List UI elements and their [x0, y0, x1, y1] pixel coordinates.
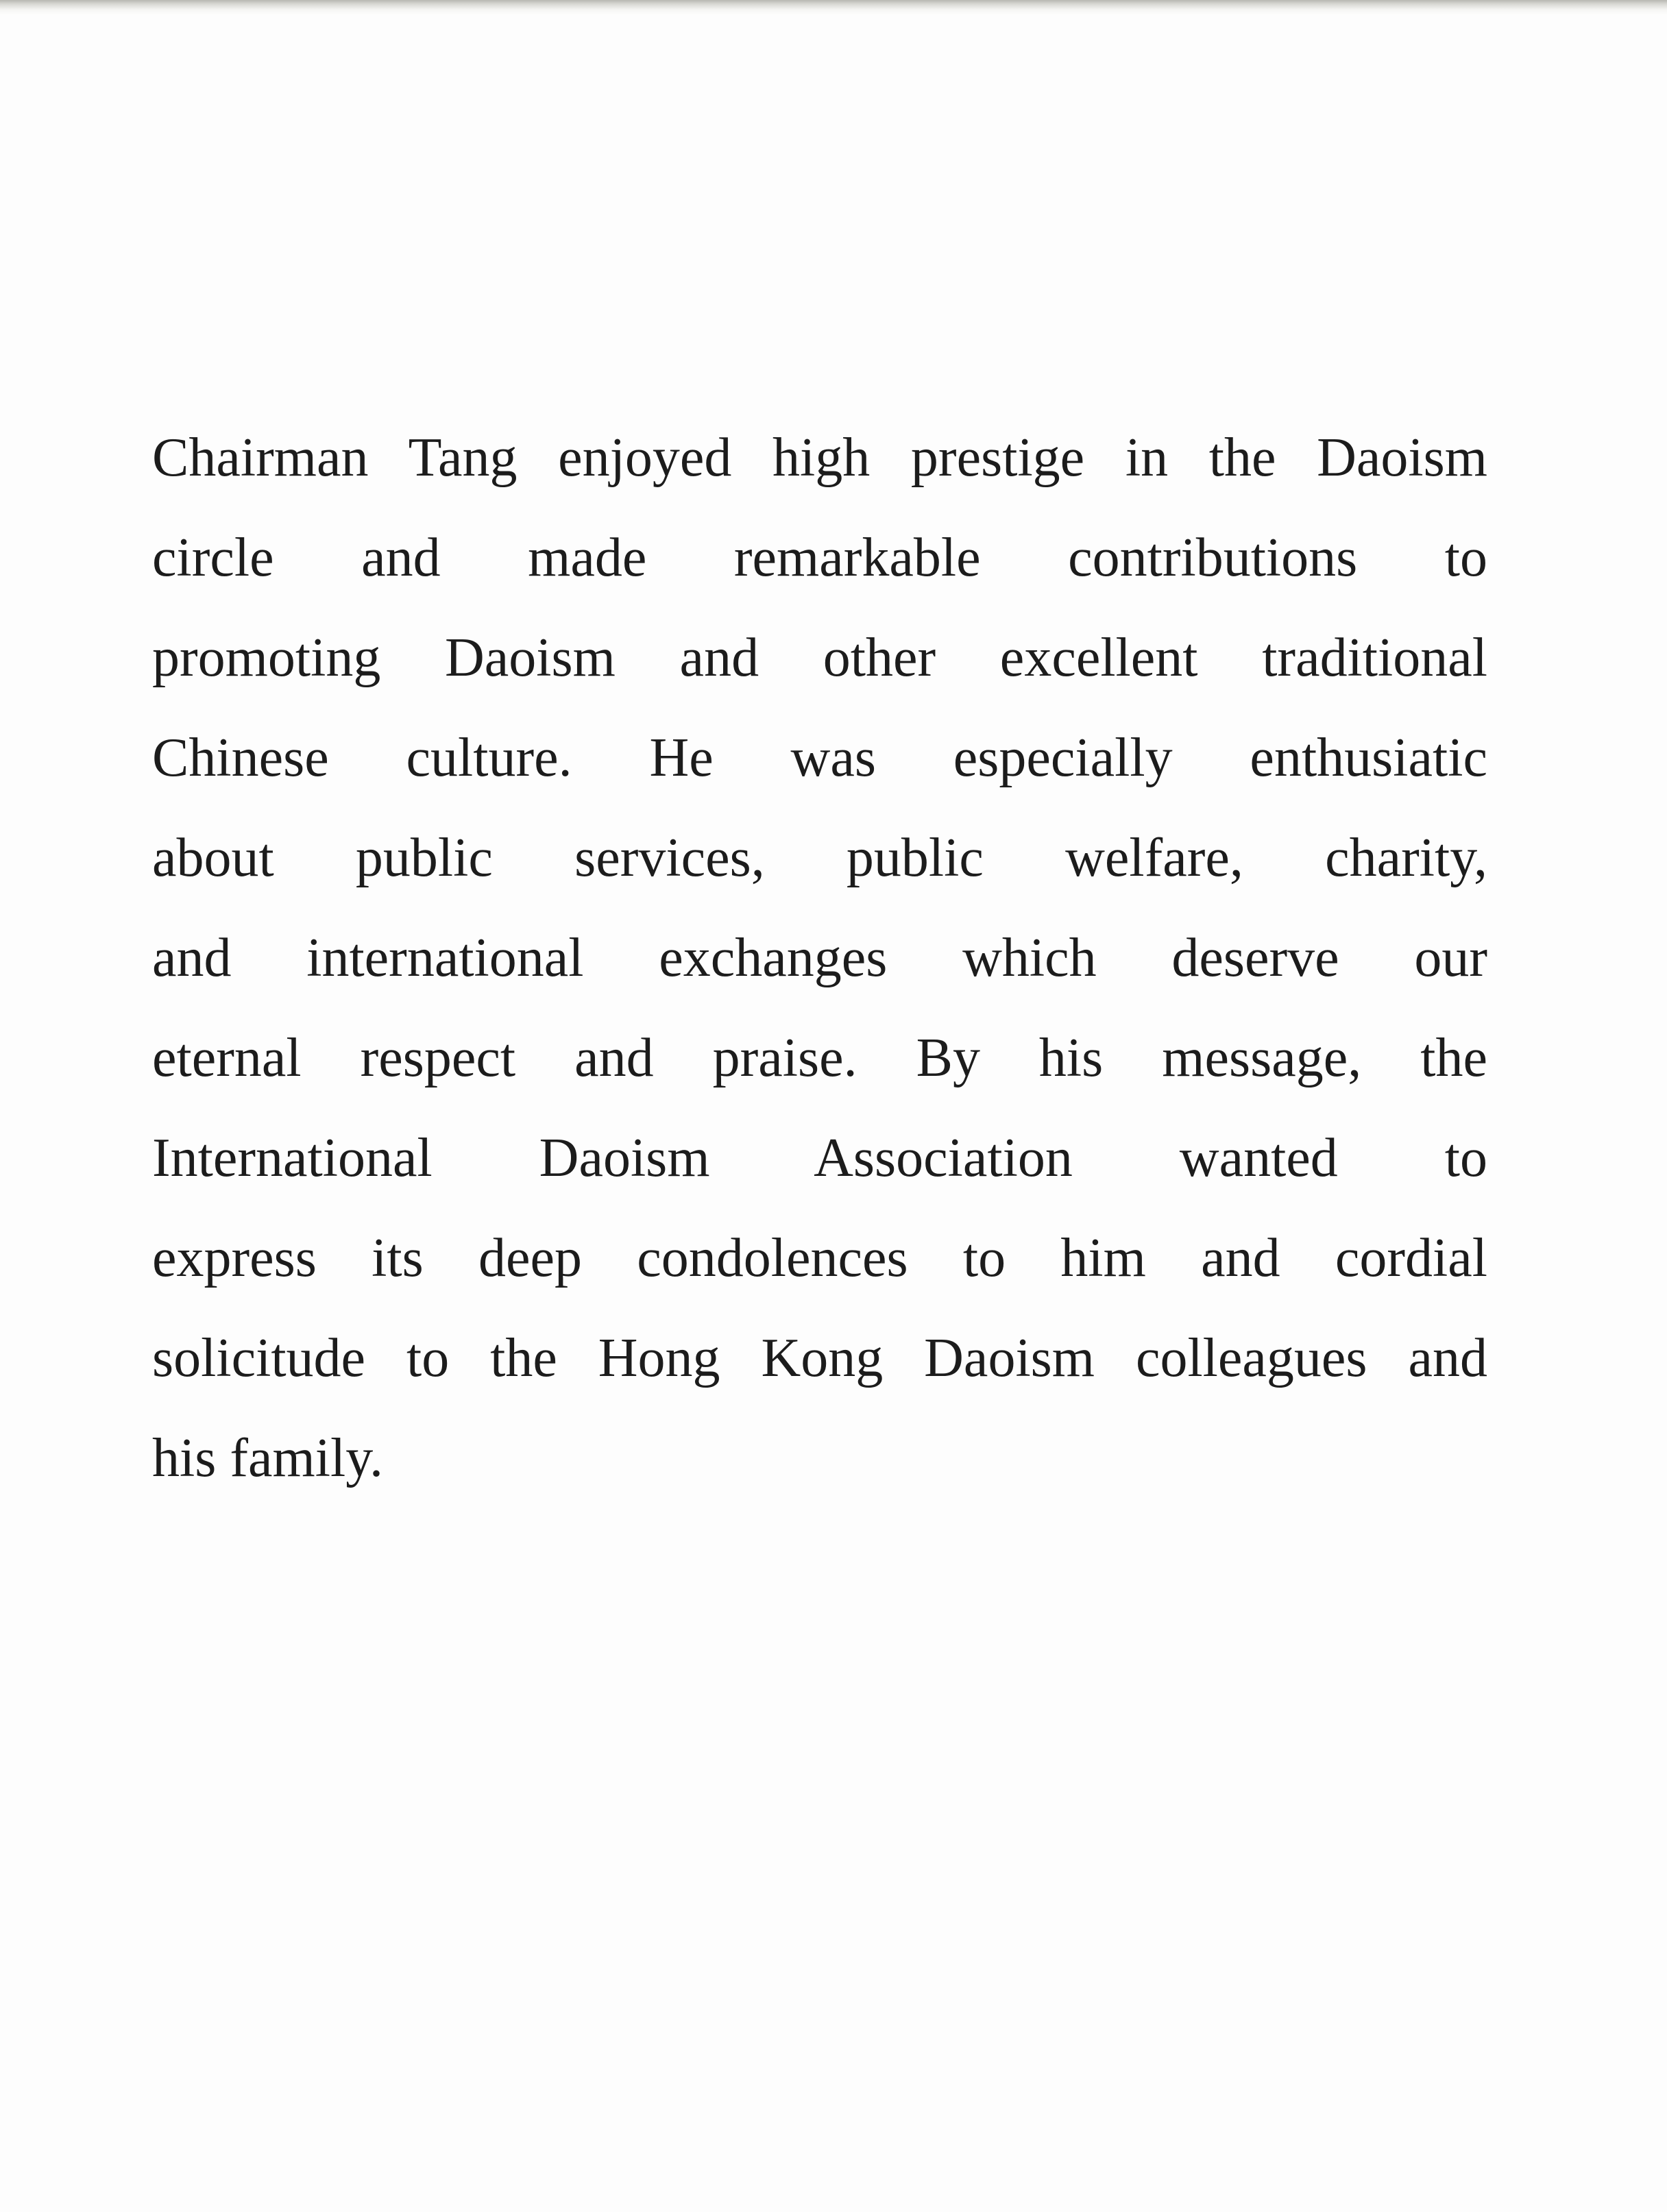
- paragraph-line: International Daoism Association wanted to: [152, 1128, 1487, 1188]
- paragraph-line-last: his family.: [152, 1428, 383, 1488]
- scan-edge-shadow: [0, 0, 1667, 15]
- paragraph-line: eternal respect and praise. By his message, the: [152, 1028, 1487, 1088]
- paragraph-line: circle and made remarkable contributions to: [152, 528, 1487, 588]
- paragraph-line: Chinese culture. He was especially enthusiatic: [152, 728, 1487, 788]
- paragraph-line: Chairman Tang enjoyed high prestige in the Daoism: [152, 428, 1487, 488]
- paragraph-line: promoting Daoism and other excellent traditional: [152, 628, 1487, 688]
- paragraph-line: express its deep condolences to him and cordial: [152, 1228, 1487, 1288]
- paragraph-line: and international exchanges which deserve our: [152, 928, 1487, 988]
- paragraph-line: about public services, public welfare, charity,: [152, 828, 1487, 888]
- paragraph-line: solicitude to the Hong Kong Daoism colleagues and: [152, 1328, 1487, 1388]
- condolence-paragraph: [152, 423, 1487, 1524]
